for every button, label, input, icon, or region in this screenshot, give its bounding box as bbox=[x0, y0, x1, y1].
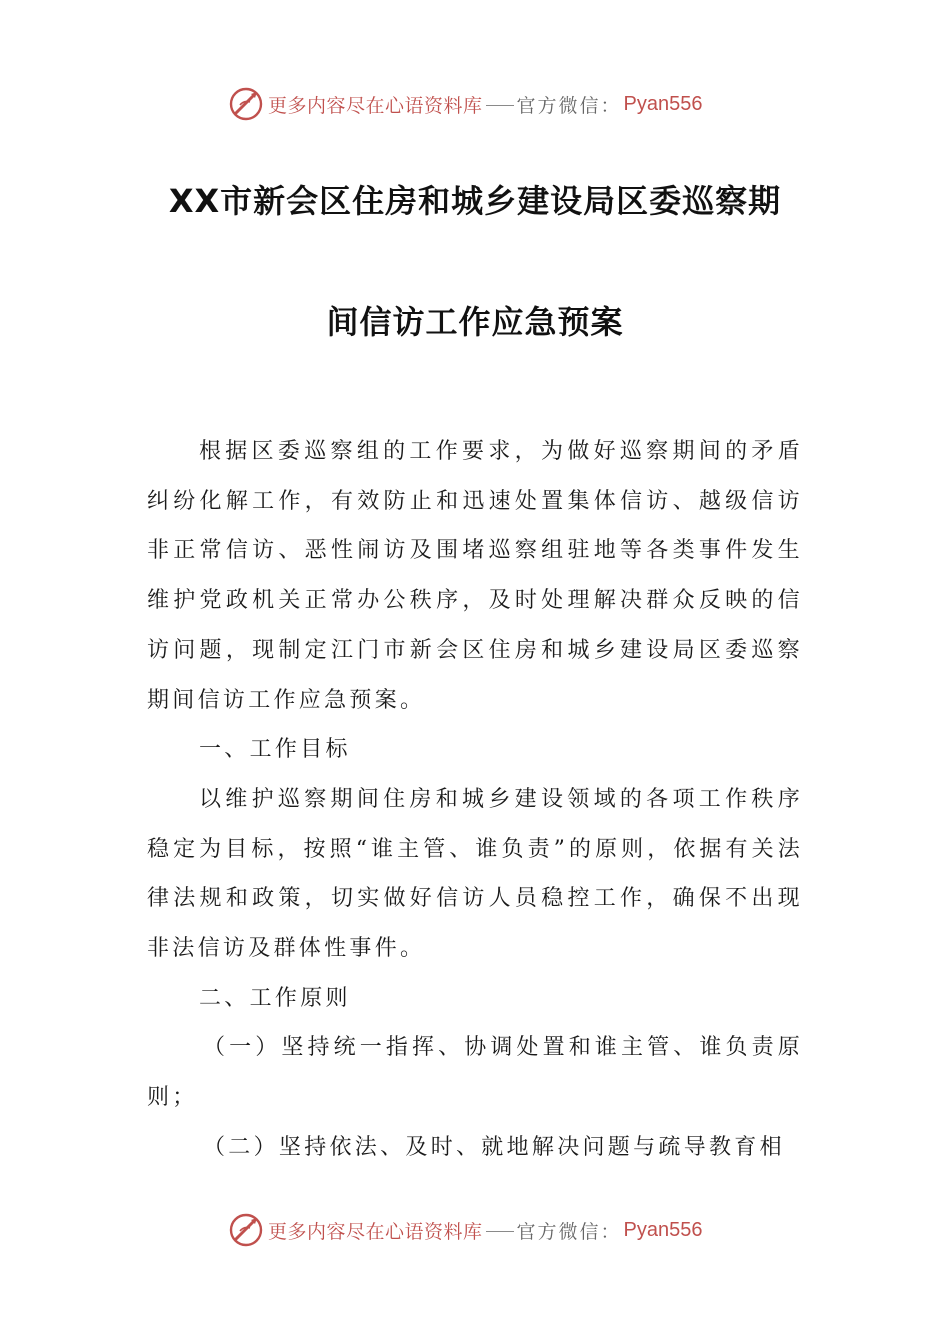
section-heading-goals: 一、工作目标 bbox=[199, 737, 351, 763]
section-heading-principles: 二、工作原则 bbox=[199, 985, 351, 1011]
header-watermark-banner bbox=[228, 84, 703, 124]
banner-wechat-id: Pyan556 bbox=[623, 92, 703, 115]
banner-wechat-label: 官方微信： bbox=[516, 94, 622, 117]
goals-paragraph: 以维护巡察期间住房和城乡建设领域的各项工作秩序稳定为目标，按照“谁主管、谁负责”的原则，依据有关法律法规和政策，切实做好信访人员稳控工作，确保不出现非法信访及群体性事件。 bbox=[147, 786, 803, 962]
document-body bbox=[147, 427, 803, 1173]
principle-item-1: （一）坚持统一指挥、协调处置和谁主管、谁负责原则； bbox=[147, 1035, 803, 1111]
banner-dash-divider bbox=[486, 105, 514, 106]
intro-paragraph: 根据区委巡察组的工作要求，为做好巡察期间的矛盾纠纷化解工作，有效防止和迅速处置集体信访、越级信访非正常信访、恶性闹访及围堵巡察组驻地等各类事件发生维护党政机关正常办公秩序，及时处理解决群众反映的信访问题，现制定江门市新会区住房和城乡建设局区委巡察期间信访工作应急预案。 bbox=[147, 439, 803, 713]
pen-logo-icon bbox=[228, 86, 264, 122]
document-title-line-2: 间信访工作应急预案 bbox=[326, 303, 624, 341]
pen-logo-icon bbox=[228, 1212, 264, 1248]
document-title-line-1: XX市新会区住房和城乡建设局区委巡察期 bbox=[168, 182, 782, 220]
banner-wechat-label: 官方微信： bbox=[516, 1220, 622, 1243]
footer-watermark-banner bbox=[228, 1210, 703, 1250]
banner-wechat-id: Pyan556 bbox=[623, 1218, 703, 1241]
banner-text: 更多内容尽在心语资料库 bbox=[268, 94, 483, 117]
principle-item-2: （二）坚持依法、及时、就地解决问题与疏导教育相 bbox=[203, 1134, 785, 1160]
banner-dash-divider bbox=[486, 1231, 514, 1232]
banner-text: 更多内容尽在心语资料库 bbox=[268, 1220, 483, 1243]
